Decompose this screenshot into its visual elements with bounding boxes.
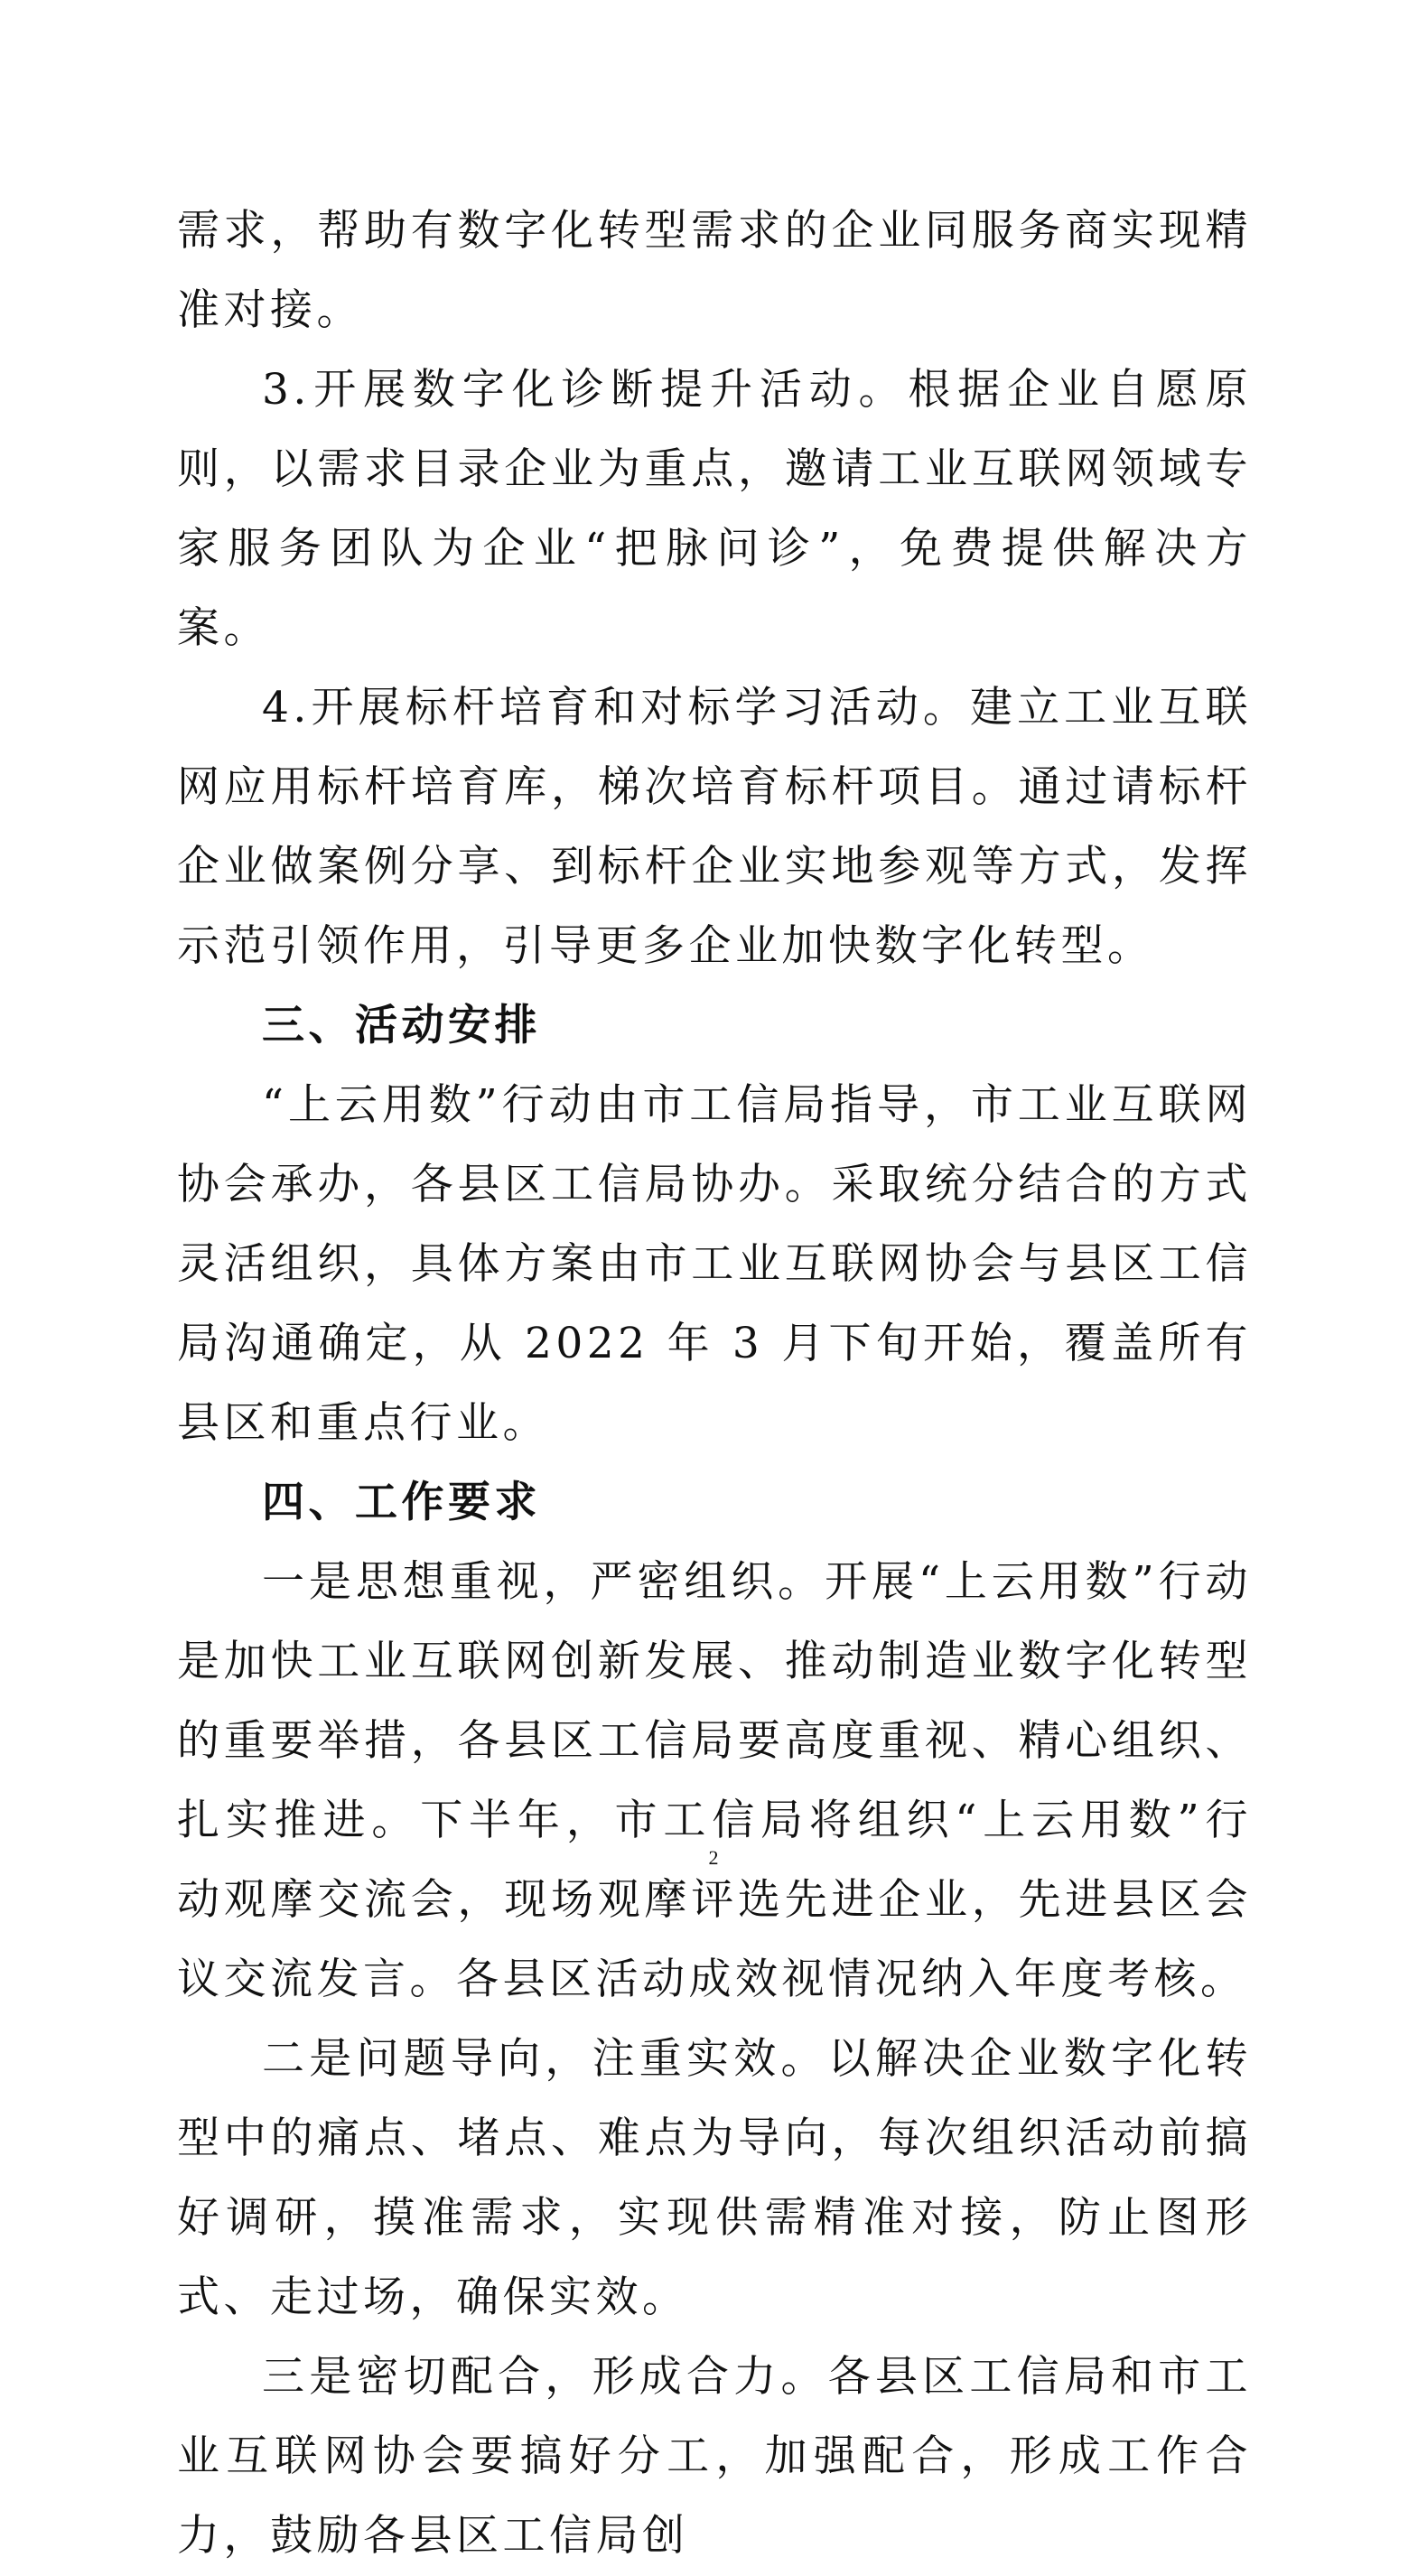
- paragraph-continuation: 需求，帮助有数字化转型需求的企业同服务商实现精准对接。: [177, 206, 1252, 335]
- document-body: [177, 191, 1252, 2576]
- paragraph-requirement-1: 一是思想重视，严密组织。开展“上云用数”行动是加快工业互联网创新发展、推动制造业数字化转型的重要举措，各县区工信局要高度重视、精心组织、扎实推进。下半年，市工信局将组织“上云用数”行动观摩交流会，现场观摩评选先进企业，先进县区会议交流发言。各县区活动成效视情况纳入年度考核。: [177, 1557, 1252, 2004]
- section-heading-work-requirements: 四、工作要求: [262, 1478, 541, 1527]
- paragraph-item-4: 4.开展标杆培育和对标学习活动。建立工业互联网应用标杆培育库，梯次培育标杆项目。通过请标杆企业做案例分享、到标杆企业实地参观等方式，发挥示范引领作用，引导更多企业加快数字化转型。: [177, 683, 1252, 971]
- paragraph-requirement-2: 二是问题导向，注重实效。以解决企业数字化转型中的痛点、堵点、难点为导向，每次组织活动前搞好调研，摸准需求，实现供需精准对接，防止图形式、走过场，确保实效。: [177, 2034, 1252, 2322]
- section-heading-activity-arrangement: 三、活动安排: [262, 1001, 541, 1050]
- paragraph-item-3: 3.开展数字化诊断提升活动。根据企业自愿原则，以需求目录企业为重点，邀请工业互联网领域专家服务团队为企业“把脉问诊”，免费提供解决方案。: [177, 365, 1252, 653]
- page-number: 2: [708, 1846, 719, 1869]
- paragraph-activity-arrangement: “上云用数”行动由市工信局指导，市工业互联网协会承办，各县区工信局协办。采取统分结合的方式灵活组织，具体方案由市工业互联网协会与县区工信局沟通确定，从 2022 年 3 月下旬开始，覆盖所有县区和重点行业。: [177, 1080, 1252, 1448]
- paragraph-requirement-3: 三是密切配合，形成合力。各县区工信局和市工业互联网协会要搞好分工，加强配合，形成工作合力，鼓励各县区工信局创: [177, 2352, 1252, 2561]
